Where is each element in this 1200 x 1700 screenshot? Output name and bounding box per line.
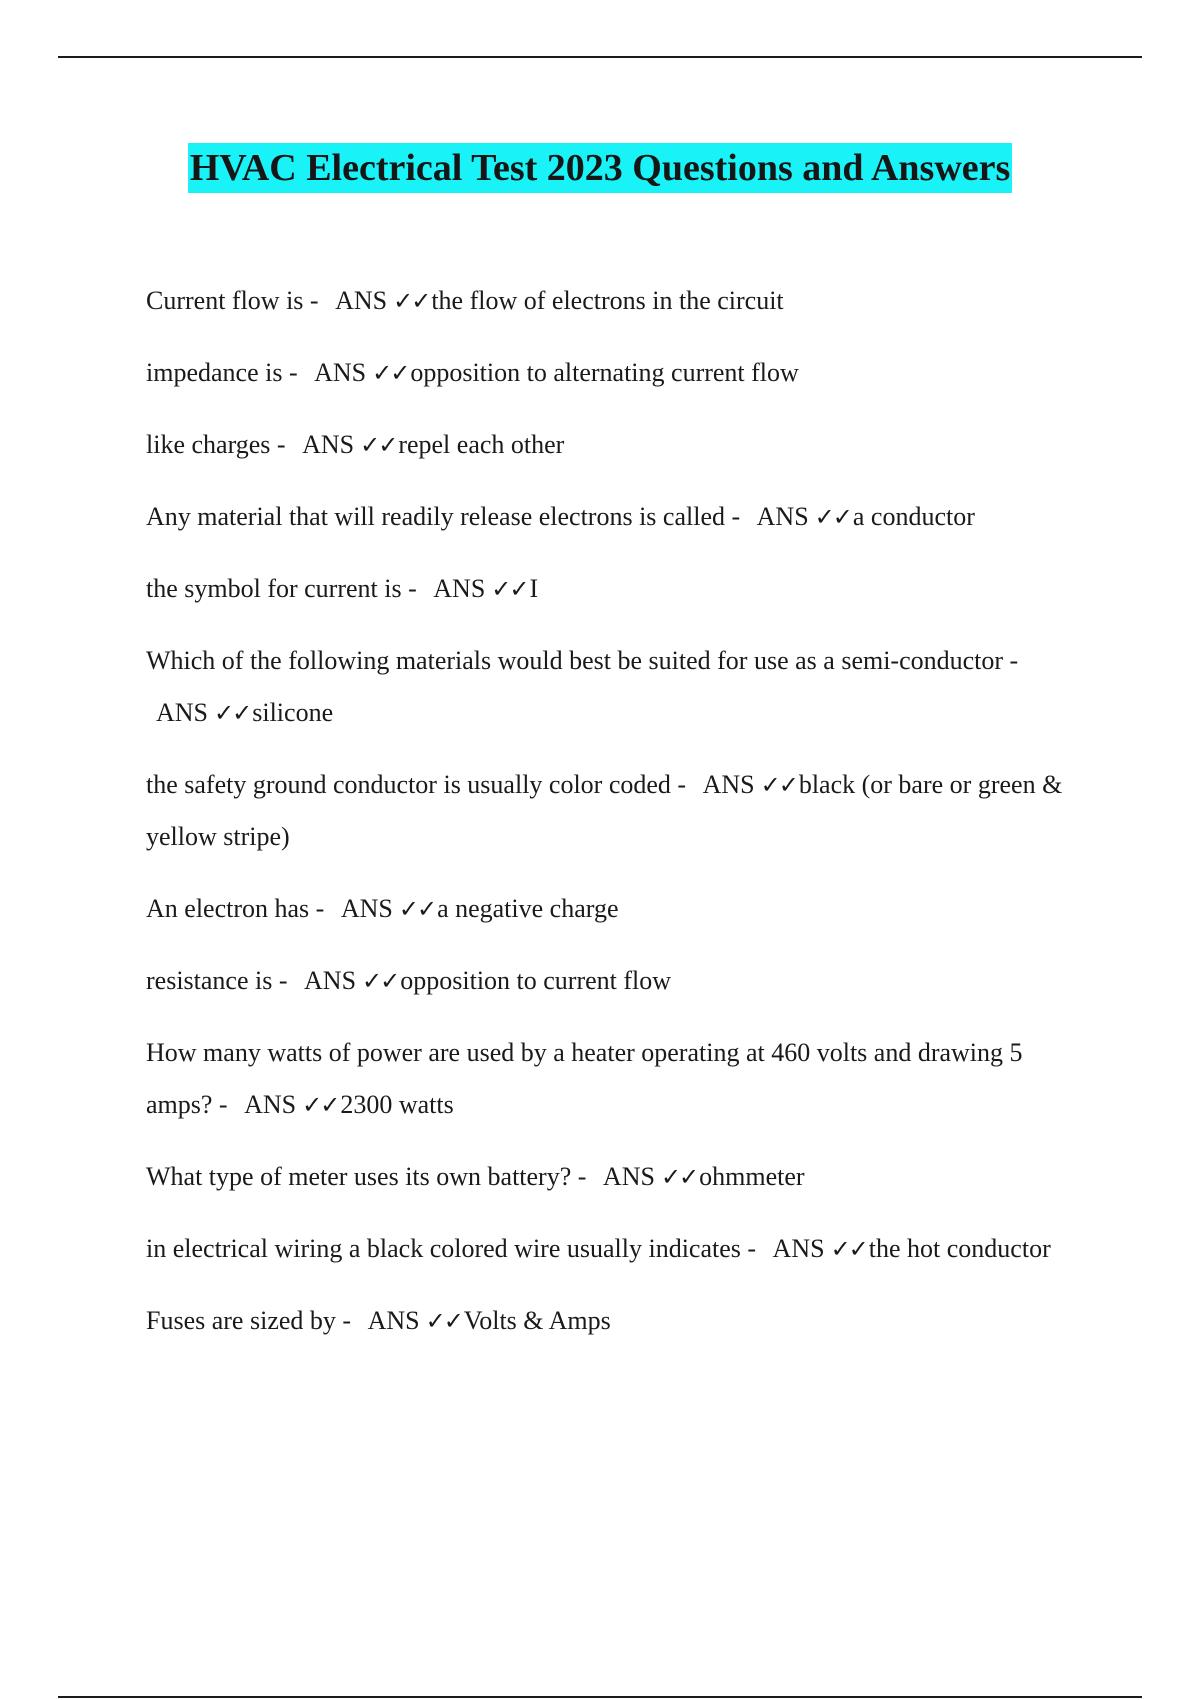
answer-text: Volts & Amps — [463, 1306, 611, 1335]
answer-label: ANS — [602, 1162, 655, 1191]
answer-text: repel each other — [398, 430, 565, 459]
answer-label: ANS — [304, 966, 357, 995]
qa-item — [146, 1295, 1086, 1347]
question-text: What type of meter uses its own battery? - — [146, 1162, 587, 1191]
answer-label: ANS — [335, 286, 388, 315]
qa-item — [146, 1151, 1086, 1203]
answer-label: ANS — [314, 358, 367, 387]
question-text: Current flow is - — [146, 286, 319, 315]
answer-label: ANS — [340, 894, 393, 923]
question-text: impedance is - — [146, 358, 298, 387]
answer-label: ANS — [702, 770, 755, 799]
double-check-icon: ✓✓ — [393, 287, 430, 315]
qa-item — [146, 275, 1086, 327]
answer-label: ANS — [367, 1306, 420, 1335]
answer-text: black (or bare or green & yellow stripe) — [146, 770, 1063, 851]
qa-item — [146, 759, 1086, 863]
answer-label: ANS — [156, 698, 209, 727]
double-check-icon: ✓✓ — [491, 575, 528, 603]
answer-text: a negative charge — [437, 894, 619, 923]
answer-label: ANS — [756, 502, 809, 531]
double-check-icon: ✓✓ — [760, 771, 797, 799]
answer-label: ANS — [244, 1090, 297, 1119]
answer-text: 2300 watts — [340, 1090, 454, 1119]
double-check-icon: ✓✓ — [814, 503, 851, 531]
answer-label: ANS — [433, 574, 486, 603]
question-text: How many watts of power are used by a heater operating at 460 volts and drawing 5 amps? - — [146, 1038, 1023, 1119]
answer-text: the hot conductor — [868, 1234, 1051, 1263]
answer-text: I — [529, 574, 539, 603]
footer-rule — [58, 1696, 1142, 1698]
question-text: like charges - — [146, 430, 286, 459]
question-text: the safety ground conductor is usually color coded - — [146, 770, 687, 799]
answer-text: ohmmeter — [699, 1162, 805, 1191]
answer-text: opposition to alternating current flow — [410, 358, 799, 387]
qa-item — [146, 347, 1086, 399]
answer-label: ANS — [772, 1234, 825, 1263]
double-check-icon: ✓✓ — [360, 431, 397, 459]
header-rule — [58, 56, 1142, 58]
qa-item — [146, 955, 1086, 1007]
double-check-icon: ✓✓ — [830, 1235, 867, 1263]
question-text: in electrical wiring a black colored wire usually indicates - — [146, 1234, 757, 1263]
qa-list — [146, 275, 1086, 1367]
question-text: resistance is - — [146, 966, 288, 995]
answer-text: the flow of electrons in the circuit — [431, 286, 784, 315]
double-check-icon: ✓✓ — [660, 1163, 698, 1191]
answer-text: opposition to current flow — [400, 966, 672, 995]
double-check-icon: ✓✓ — [398, 895, 436, 923]
qa-item — [146, 1223, 1086, 1275]
answer-label: ANS — [302, 430, 355, 459]
qa-item — [146, 635, 1086, 739]
qa-item — [146, 563, 1086, 615]
question-text: Any material that will readily release electrons is called - — [146, 502, 741, 531]
qa-item — [146, 491, 1086, 543]
question-text: Fuses are sized by - — [146, 1306, 352, 1335]
double-check-icon: ✓✓ — [302, 1091, 339, 1119]
page-title: HVAC Electrical Test 2023 Questions and Answers — [188, 143, 1013, 193]
question-text: An electron has - — [146, 894, 325, 923]
double-check-icon: ✓✓ — [362, 967, 399, 995]
double-check-icon: ✓✓ — [214, 699, 251, 727]
double-check-icon: ✓✓ — [425, 1307, 462, 1335]
double-check-icon: ✓✓ — [372, 359, 409, 387]
question-text: Which of the following materials would best be suited for use as a semi-conductor - — [146, 646, 1019, 675]
qa-item — [146, 1027, 1086, 1131]
qa-item — [146, 419, 1086, 471]
answer-text: a conductor — [852, 502, 975, 531]
question-text: the symbol for current is - — [146, 574, 417, 603]
answer-text: silicone — [252, 698, 334, 727]
qa-item — [146, 883, 1086, 935]
title-container — [0, 143, 1200, 193]
